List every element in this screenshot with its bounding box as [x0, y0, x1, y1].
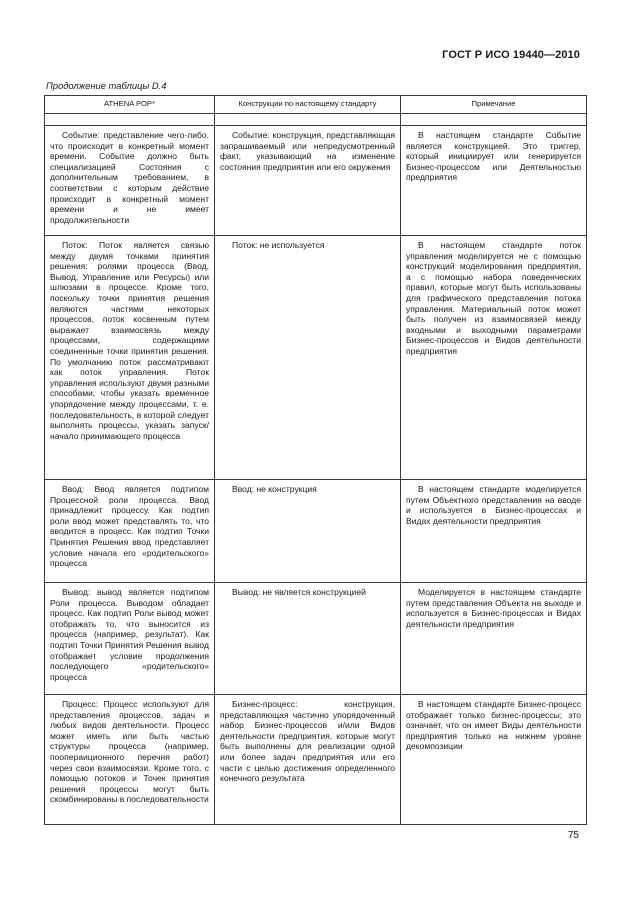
cell-note: Моделируется в настоящем стандарте путем представления Объекта на выходе и используется в Бизнес-процессах и Видах деятельности предприятия [406, 587, 581, 629]
cell-note: В настоящем стандарте моделируется путем Объектного представления на вводе и используется в Бизнес-процессах и Видах деятельности предприятия [406, 484, 581, 526]
column-header-construct: Конструкции по настоящему стандарту [215, 96, 401, 114]
table-row [45, 480, 587, 583]
table-row [45, 583, 587, 695]
cell-note: В настоящем стандарте поток управления моделируется не с помощью конструкций моделирования предприятия, а с помощью набора поведенческих правил, которые могут быть использованы для графического представления потока управления. Материальный поток может быть получен из взаимосвязей между входными и выходными параметрами Бизнес-процессов и Видов деятельности предприятия [406, 240, 581, 356]
cell-construct: Ввод: не конструкция [232, 484, 317, 494]
cell-construct: Событие: конструкция, представляющая запрашиваемый или непредусмотренный факт, указывающий на изменение состояния предприятия или его окружения [220, 130, 395, 172]
table-row [45, 695, 587, 825]
table-row [45, 236, 587, 480]
table-row [45, 126, 587, 236]
cell-athena: Поток: Поток является связью между двумя точками принятия решения: ролями процесса (Ввод, Вывод, Управление или Ресурсы) или шлюзами в процессе. Кроме того, поскольку точки принятия решения являются частями некоторых процессов, поток косвенным путем выражает взаимосвязь между процессами, содержащими соединенные точки принятия решения. По умолчанию поток рассматривают как поток управления. Поток управления используют двумя разными способами, чтобы указать временное упорядочение между процессами, т. е. последовательность, в которой следует выполнять процессы, указать запуск/начало принимающего процесса [50, 240, 209, 441]
cell-construct: Поток: не используется [232, 240, 325, 250]
column-header-athena: ATHENA POP* [45, 96, 215, 114]
cell-note: В настоящем стандарте Бизнес-процесс отображает только бизнес-процессы; это означает, что он имеет Виды деятельности предприятия только на нижнем уровне декомпозиции [406, 699, 581, 752]
cell-construct: Бизнес-процесс: конструкция, представляющая частично упорядоченный набор Бизнес-процессов и/или Видов деятельности предприятия, которые могут быть выполнены для реализации одной или более задач предприятия или его части с целью достижения определенного конечного результата [220, 699, 395, 784]
mapping-table [44, 95, 587, 825]
page-number: 75 [567, 830, 579, 841]
cell-athena: Ввод: Ввод является подтипом Процессной роли процесса. Ввод принадлежит процессу. Как подтип роли ввод может представлять то, что вводится в процесс. Как подтип Точки Принятия Решения ввод представляет условие начала его «родительского» процесса [50, 484, 209, 569]
spacer-row [45, 114, 587, 126]
table-caption: Продолжение таблицы D.4 [46, 80, 167, 91]
cell-construct: Вывод: не является конструкцией [232, 587, 366, 597]
cell-note: В настоящем стандарте Событие является конструкцией. Это триггер, который инициирует или генерируется Бизнес-процессом или Деятельностью предприятия [406, 130, 581, 183]
cell-athena: Событие: представление чего-либо, что происходит в конкретный момент времени. Событие должно быть специализацией Состояния с дополнительным требованием, в соответствии с которым действие происходит в конкретный момент времени и не имеет продолжительности [50, 130, 209, 225]
column-header-note: Примечание [401, 96, 587, 114]
cell-athena: Вывод: вывод является подтипом Роли процесса. Выводом обладает процесс. Как подтип Роли вывод может отображать то, что выносится из процесса (например, результат). Как подтип Точки Принятия Решения вывод отображает условие продолжения последующего «родительского» процесса [50, 587, 209, 682]
standard-designation: ГОСТ Р ИСО 19440—2010 [442, 49, 580, 61]
cell-athena: Процесс: Процесс используют для представления процессов, задач и любых видов деятельности. Процесс может иметь или быть частью структуры процесса (например, поопераиционного перечня работ) через свои взаимосвязи. Кроме того, с помощью потоков и Точек принятия решения процессы могут быть скомбинированы в последовательности [50, 699, 209, 805]
table-header-row [45, 96, 587, 114]
